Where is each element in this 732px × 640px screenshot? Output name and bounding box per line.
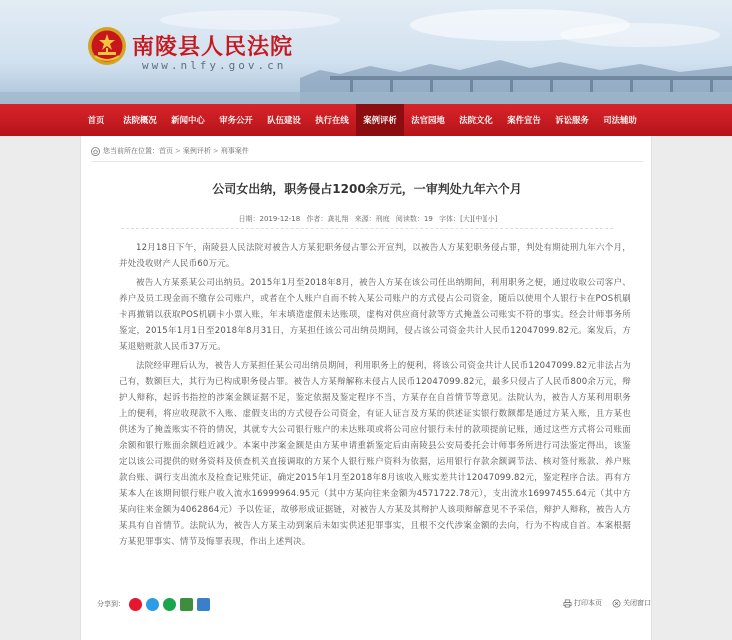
print-page-label: 打印本页 [574,599,602,607]
site-title[interactable]: 南陵县人民法院 [132,35,294,60]
renren-icon[interactable] [163,598,176,611]
qzone-icon[interactable] [146,598,159,611]
font-size-label: 字体： [439,215,461,223]
nav-item-news-center[interactable]: 新闻中心 [171,115,205,125]
article-title: 公司女出纳，职务侵占1200余万元，一审判处九年六个月 [212,182,522,196]
close-window-label: 关闭窗口 [623,599,651,607]
site-header [0,0,732,104]
article-actions [553,598,651,608]
font-size-small[interactable]: [小] [485,215,498,223]
print-page-button[interactable] [563,598,602,608]
article-meta [81,214,653,224]
article-source: 来源：刑庭 [354,215,390,223]
main-nav [0,104,732,136]
weixin-icon[interactable] [180,598,193,611]
home-icon [91,147,100,156]
article-paragraph: 被告人方某系某公司出纳员。2015年1月至2018年8月，被告人方某在该公司任出纳期间，利用职务之便，通过收取公司客户、养户及员工现金而不缴存公司账户，或者在个人账户自而不转入某公司账户的方式侵占公司资金，随后以使用个人银行卡在POS机刷卡再撤销以获取POS机刷卡小票入账，年末填造虚假未达账项，虚构对供应商付款等方式掩盖公司账实不符的事实。经会计师事务所鉴定，2015年1月1日至2018年8月31日，方某担任该公司出纳员期间，侵占该公司资金共计人民币12047099.82元。案发后，方某退赔赃款人民币37万元。 [119,278,631,352]
nav-item-judicial-openness[interactable]: 审务公开 [219,115,253,125]
nav-item-home[interactable]: 首页 [87,115,105,125]
nav-item-execution-online[interactable]: 执行在线 [315,115,349,125]
nav-item-case-announcement[interactable]: 案件宣告 [507,115,541,125]
site-url: www.nlfy.gov.cn [142,59,287,72]
court-emblem-icon [87,26,127,66]
share-bar [97,596,210,612]
breadcrumb-separator: > [175,147,181,155]
breadcrumb-prefix: 您当前所在位置： [103,147,159,155]
article-paragraph: 法院经审理后认为，被告人方某担任某公司出纳员期间，利用职务上的便利，将该公司资金共计人民币12047099.82元非法占为己有，数额巨大，其行为已构成职务侵占罪。被告人方某辩解称未侵占人民币12047099.82元，最多只侵占了人民币800余万元，辩护人辩称，起诉书指控的涉案金额证据不足，鉴定依据及鉴定程序不当，方某存在自首情节等意见。法院认为，被告人方某利用职务上的便利，将应收现款不入账、虚假支出的方式侵吞公司资金，有证人证言及方某的供述证实银行数额都是通过方某入账，且方某也供述为了掩盖账实不符的情况，其就专大公司银行账户的未达账项或将公司应付银行未付的款项提前记账，通过这些方式将公司账面余额和银行账面余额趋近减少。本案中涉案金额是由方某申请重新鉴定后由南陵县公安局委托会计师事务所进行司法鉴定得出，该鉴定以该公司提供的财务资料及侦查机关直接调取的方某个人银行账户资料为依据，运用银行存款余额调节法、核对签付账款、养户账款台账、调行支出流水及检查记账凭证，确定2015年1月至2018年8月该收入账实差共计12047099.82元，鉴定程序合法。再有方某本人在该期间银行账户收入流水16999964.95元（其中方某向往来金额为4571722.78元），支出流水16997455.64元（其中方某向往来金额为4062864元）予以佐证，故够形成证据链，对被告人方某及其辩护人该项辩解意见不予采信，辩护人辩称，被告人方某具有自首情节。法院认为，被告人方某主动到案后未如实供述犯罪事实，且根不交代涉案金额的去向，行为不构成自首。本案根据方某犯罪事实、情节及悔罪表现，作出上述判决。 [119,361,631,547]
article-date: 日期：2019-12-18 [238,215,301,223]
font-size-medium[interactable]: [中] [472,215,485,223]
more-share-icon[interactable] [197,598,210,611]
breadcrumb-separator: > [212,147,219,155]
article-author: 作者：龚礼翔 [306,215,349,223]
close-window-button[interactable] [612,598,651,608]
nav-item-judicial-assistance[interactable]: 司法辅助 [603,115,637,125]
nav-item-judges-garden[interactable]: 法官园地 [411,115,445,125]
breadcrumb [91,144,249,158]
nav-item-court-culture[interactable]: 法院文化 [459,115,493,125]
print-icon [563,599,572,608]
share-label: 分享到： [97,600,125,608]
nav-item-case-analysis[interactable]: 案例评析 [356,104,404,136]
nav-item-court-overview[interactable]: 法院概况 [123,115,157,125]
close-icon [612,599,621,608]
article-body [119,240,631,553]
font-size-large[interactable]: [大] [460,215,473,223]
article-paragraph: 12月18日下午，南陵县人民法院对被告人方某犯职务侵占罪公开宣判，以被告人方某犯职务侵占罪，判处有期徒刑九年六个月，并处没收财产人民币60万元。 [119,243,631,269]
breadcrumb-criminal-cases[interactable]: 刑事案件 [220,147,249,155]
breadcrumb-divider [91,161,643,162]
article-views: 阅读数：19 [395,215,433,223]
nav-item-litigation-service[interactable]: 诉讼服务 [555,115,589,125]
article-panel [80,136,652,640]
breadcrumb-home[interactable]: 首页 [159,147,173,155]
breadcrumb-case-analysis[interactable]: 案例评析 [182,147,211,155]
weibo-icon[interactable] [129,598,142,611]
meta-divider [121,228,613,229]
nav-item-team-building[interactable]: 队伍建设 [267,115,301,125]
